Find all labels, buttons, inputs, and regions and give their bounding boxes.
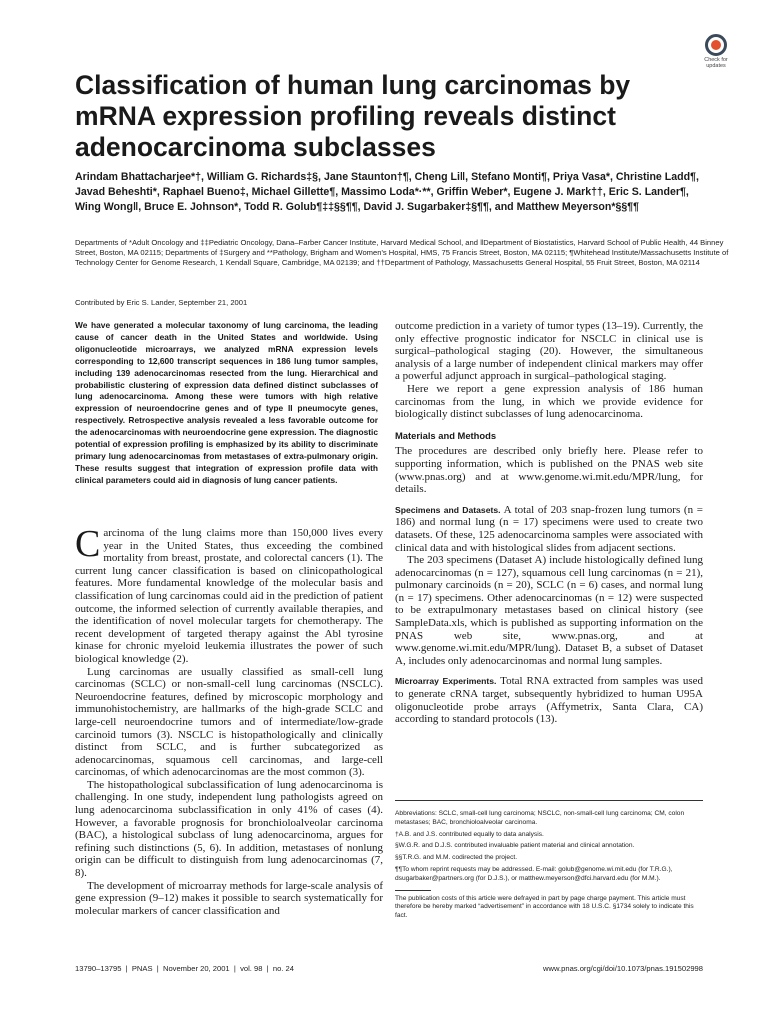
affiliations: Departments of *Adult Oncology and ‡‡Pediatric Oncology, Dana–Farber Cancer Institute, Harvard Medical School, and ‖Department of Biostatistics, Harvard School of Public Health, 44 Binney Street, Boston, MA 02115; Departments of ‡Surgery and **Pathology, Brigham and Women's Hospital, HMS, 75 Francis Street, Boston, MA 02115; ¶Whitehead Institute/Massachusetts Institute of Technology Center for Genome Research, 1 Kendall Square, Cambridge, MA 02139; and ††Department of Pathology, Massachusetts General Hospital, 55 Fruit Street, Boston, MA 02114	[75, 238, 729, 268]
intro-paragraph-1: Carcinoma of the lung claims more than 150,000 lives every year in the United States, thus exceeding the combined mortality from breast, prostate, and colorectal cancers (1). The current lung cancer classification is based on clinicopathological features. More fundamental knowledge of the molecular basis and classification of lung carcinomas could aid in the prediction of patient outcome, the informed selection of currently available therapies, and the identification of novel molecular targets for chemotherapy. The recent development of targeted therapy against the Abl tyrosine kinase for chronic myeloid leukemia illustrates the power of such biological knowledge (2).	[75, 523, 383, 665]
microarray-paragraph: Microarray Experiments. Total RNA extracted from samples was used to generate cRNA target, subsequently hybridized to human U95A oligonucleotide probe arrays (Affymetrix, Santa Clara, CA) according to standard protocols (13).	[395, 675, 703, 726]
drop-cap: C	[75, 523, 101, 565]
author-list: Arindam Bhattacharjee*†, William G. Richards‡§, Jane Staunton†¶, Cheng Li‖, Stefano Monti¶, Priya Vasa*, Christine Ladd¶, Javad Beheshti*, Raphael Bueno‡, Michael Gillette¶, Massimo Loda*·**, Griffin Weber*, Eugene J. Mark††, Eric S. Lander¶, Wing Wong‖, Bruce E. Johnson*, Todd R. Golub¶‡‡§§¶¶, David J. Sugarbaker‡§¶¶, and Matthew Meyerson*§§¶¶	[75, 171, 699, 213]
run-in-heading-microarray: Microarray Experiments.	[395, 676, 497, 687]
intro-paragraph-3: The histopathological subclassification of lung adenocarcinoma is challenging. In one study, independent lung pathologists agreed on lung adenocarcinoma subclassification in only 41% of cases (4). However, a favorable prognosis for bronchioloalveolar carcinoma (BAC), a histological subclass of lung adenocarcinoma, argues for refining such distinctions (5, 6). In addition, metastases of nonlung origin can be difficult to distinguish from lung adenocarcinomas (7, 8).	[75, 778, 383, 880]
body-right-column	[395, 320, 703, 726]
footnote-3: §§T.R.G. and M.M. codirected the project.	[395, 854, 518, 862]
footnote-abbreviations: Abbreviations: SCLC, small-cell lung carcinoma; NSCLC, non-small-cell lung carcinoma; CM, colon metastases; BAC, bronchioloalveolar carcinoma.	[395, 810, 685, 826]
badge-label: Check for updates	[704, 57, 728, 69]
contributed-by: Contributed by Eric S. Lander, September 21, 2001	[75, 298, 248, 307]
check-for-updates-badge[interactable]	[696, 34, 736, 74]
footnote-publication-costs: The publication costs of this article were defrayed in part by page charge payment. This article must therefore be hereby marked “advertisement” in accordance with 18 U.S.C. §1734 solely to indicate this fact.	[395, 894, 694, 920]
body-left-column	[75, 523, 383, 917]
footer-citation: 13790–13795 | PNAS | November 20, 2001 | vol. 98 | no. 24	[75, 964, 294, 973]
intro-paragraph-4: The development of microarray methods for large-scale analysis of gene expression (9–12) makes it possible to search systematically for molecular markers of cancer classification and	[75, 879, 383, 917]
footnote-2: §W.G.R. and D.J.S. contributed invaluable patient material and clinical annotation.	[395, 842, 635, 850]
methods-paragraph: The procedures are described only briefly here. Please refer to supporting information, which is published on the PNAS web site (www.pnas.org) and at www.genome.wi.mit.edu/MPR/lung, for details.	[395, 445, 703, 496]
article-title: Classification of human lung carcinomas by mRNA expression profiling reveals distinct adenocarcinoma subclasses	[75, 70, 631, 162]
datasets-paragraph: The 203 specimens (Dataset A) include histologically defined lung adenocarcinomas (n = 127), squamous cell lung carcinomas (n = 21), pulmonary carcinoids (n = 20), SCLC (n = 6) cases, and normal lung (n = 17) specimens. Other adenocarcinomas (n = 12) were suspected to be extrapulmonary metastases based on clinical history (see SampleData.xls, which is published as supporting information on the PNAS web site, www.pnas.org, and at www.genome.wi.mit.edu/MPR/lung). Dataset B, a subset of Dataset A, includes only adenocarcinomas and normal lung samples.	[395, 554, 703, 667]
section-heading-methods: Materials and Methods	[395, 429, 497, 441]
footnote-1: †A.B. and J.S. contributed equally to data analysis.	[395, 830, 544, 838]
run-in-heading-specimens: Specimens and Datasets.	[395, 504, 501, 515]
footer-doi-link[interactable]: www.pnas.org/cgi/doi/10.1073/pnas.191502998	[542, 964, 703, 973]
specimens-paragraph: Specimens and Datasets. A total of 203 snap-frozen lung tumors (n = 186) and normal lung (n = 17) specimens were used to create two datasets. Of these, 125 adenocarcinoma samples were associated with clinical data and with histological slides from adjacent sections.	[395, 503, 703, 554]
footnote-divider	[395, 890, 431, 891]
footnote-4: ¶¶To whom reprint requests may be addressed. E-mail: golub@genome.wi.mit.edu (for T.R.G.), dsugarbaker@partners.org (for D.J.S.), or matthew.meyerson@dfci.harvard.edu (for M.M.).	[395, 865, 673, 882]
intro-paragraph-6: Here we report a gene expression analysis of 186 human carcinomas from the lung, in which we provide evidence for biologically distinct subclasses of lung adenocarcinoma.	[395, 382, 703, 421]
footnotes	[395, 800, 703, 924]
intro-paragraph-2: Lung carcinomas are usually classified as small-cell lung carcinomas (SCLC) or non-small-cell lung carcinomas (NSCLC). Neuroendocrine features, defined by microscopic morphology and immunohistochemistry, are hallmarks of the high-grade SCLC and large-cell neuroendocrine tumors and of intermediate/low-grade carcinoid tumors (3). NSCLC is histopathologically and clinically distinct from SCLC, and is further subcategorized as adenocarcinomas, squamous cell carcinomas, and large-cell carcinomas, of which adenocarcinomas are the most common (3).	[75, 665, 383, 779]
update-check-icon	[705, 34, 727, 56]
intro-paragraph-5: outcome prediction in a variety of tumor types (13–19). Currently, the only effective prognostic indicator for NSCLC in clinical use is surgical–pathological staging (20). However, the simultaneous analysis of a large number of independent clinical markers may offer a powerful adjunct approach in surgical–pathological staging.	[395, 320, 703, 383]
abstract: We have generated a molecular taxonomy of lung carcinoma, the leading cause of cancer death in the United States and worldwide. Using oligonucleotide microarrays, we analyzed mRNA expression levels corresponding to 12,600 transcript sequences in 186 lung tumor samples, including 139 adenocarcinomas resected from the lung. Hierarchical and probabilistic clustering of expression data defined distinct subclasses of lung adenocarcinoma. Among these were tumors with high relative expression of neuroendocrine genes and of type II pneumocyte genes, respectively. Retrospective analysis revealed a less favorable outcome for the adenocarcinomas with neuroendocrine gene expression. The diagnostic potential of expression profiling is emphasized by its ability to discriminate primary lung adenocarcinomas from metastases of extra-pulmonary origin. These results suggest that integration of expression profile data with clinical parameters could aid in diagnosis of lung cancer patients.	[75, 320, 378, 485]
